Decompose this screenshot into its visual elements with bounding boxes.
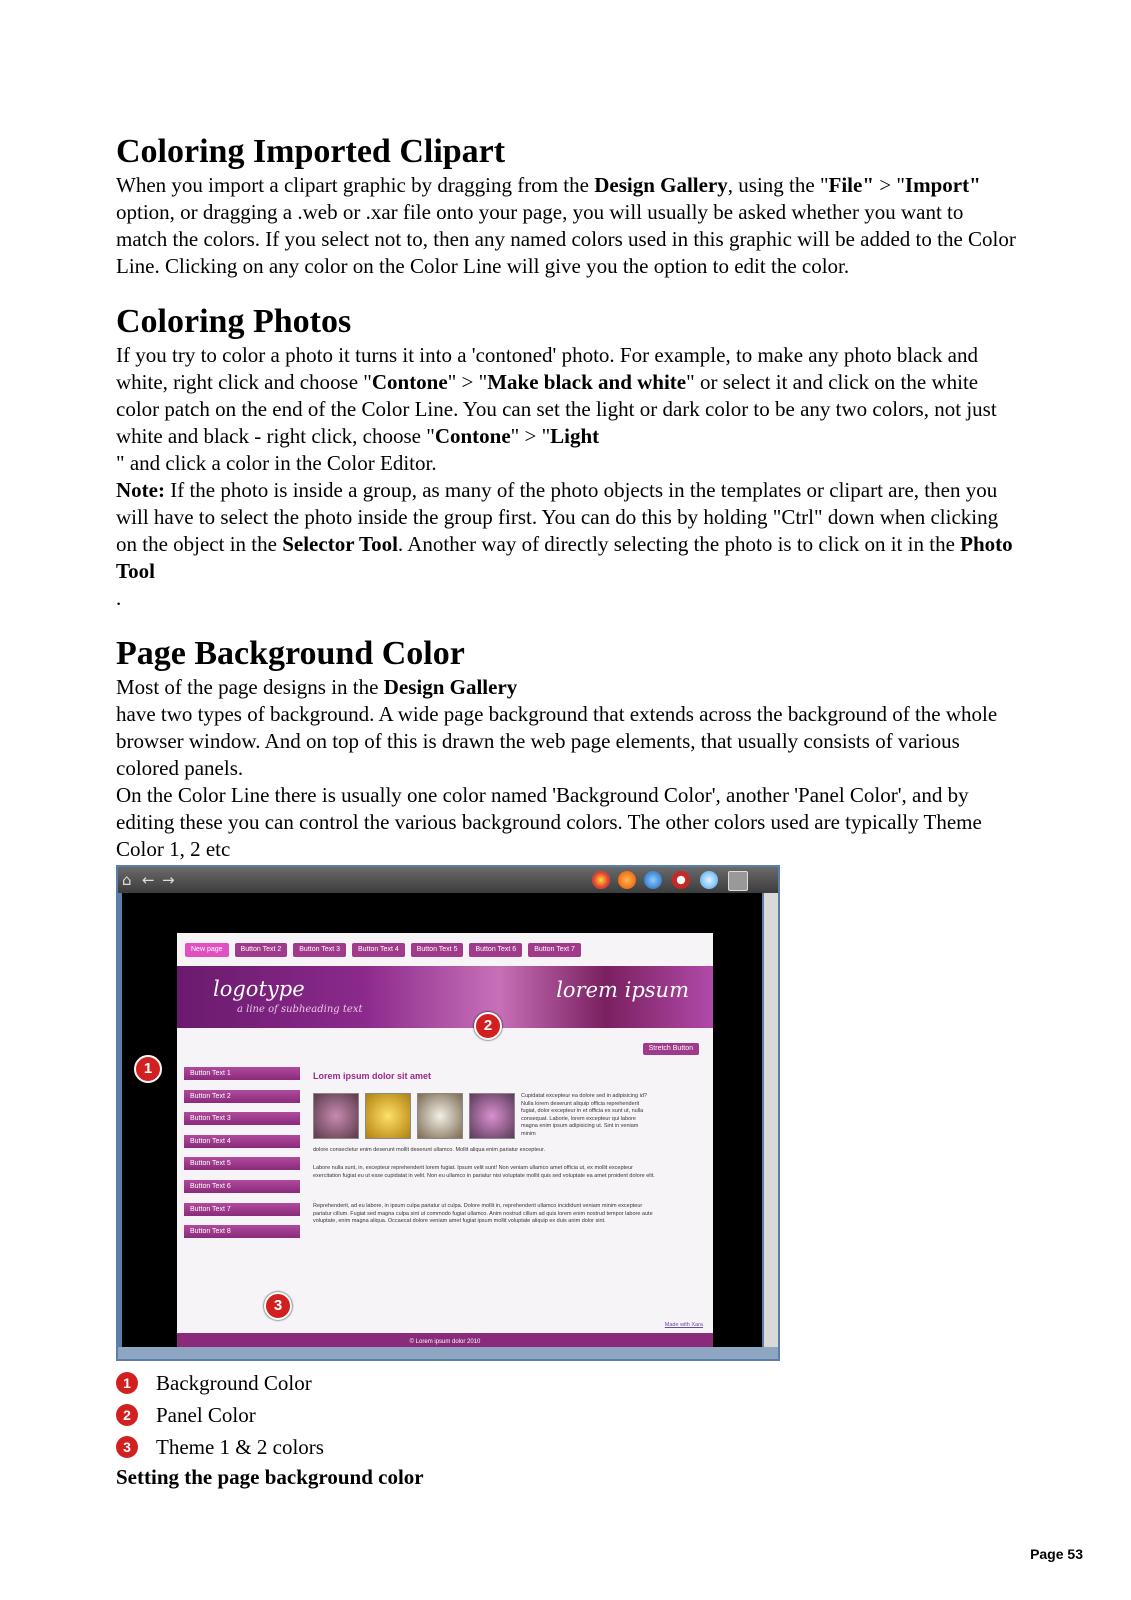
photos-paragraph-cont: " and click a color in the Color Editor. xyxy=(116,451,437,475)
site-link[interactable]: Made with Xara xyxy=(664,1321,703,1328)
panel-footer: © Lorem ipsum dolor 2010 xyxy=(177,1333,713,1351)
side-nav xyxy=(184,1067,300,1248)
callout-badge-3: 3 xyxy=(264,1292,292,1320)
nav-tabs xyxy=(185,943,581,957)
legend-label: Background Color xyxy=(156,1370,312,1395)
note-dot: . xyxy=(116,586,122,610)
browser-statusbar xyxy=(118,1347,778,1359)
legend-item xyxy=(116,1367,1016,1399)
browser-screenshot-figure xyxy=(116,865,780,1361)
background-paragraph-2: have two types of background. A wide page background that extends across the background of the whole browser window. And on top of this is drawn the web page elements, that usually consists of various colored panels. xyxy=(116,702,998,780)
thumbnail-owl xyxy=(417,1093,463,1139)
ie-icon xyxy=(644,871,662,889)
legend-label: Theme 1 & 2 colors xyxy=(156,1434,324,1459)
side-button[interactable]: Button Text 5 xyxy=(184,1157,300,1170)
heading-page-background-color: Page Background Color xyxy=(116,635,465,672)
heading-coloring-photos: Coloring Photos xyxy=(116,303,352,340)
web-panel xyxy=(177,933,713,1351)
banner-title: lorem ipsum xyxy=(556,978,689,1002)
callout-badge-2: 2 xyxy=(474,1012,502,1040)
tab-button-7[interactable]: Button Text 7 xyxy=(528,943,581,957)
tab-button-5[interactable]: Button Text 5 xyxy=(411,943,464,957)
body-text-a2: dolore consectetur enim deserunt mollit deserunt ullamco. Mollit aliqua enim pariatur excepteur. xyxy=(313,1147,546,1153)
document-page xyxy=(116,132,1016,1490)
side-button[interactable]: Button Text 3 xyxy=(184,1112,300,1125)
callout-badge-1: 1 xyxy=(134,1055,162,1083)
page-background xyxy=(122,893,762,1347)
stretch-button[interactable]: Stretch Button xyxy=(643,1043,699,1055)
background-paragraph-3: On the Color Line there is usually one color named 'Background Color', another 'Panel Color', and by editing these you can control the various background colors. The other colors used are typically Theme Color 1, 2 etc xyxy=(116,783,982,861)
legend-item xyxy=(116,1399,1016,1431)
firefox-icon xyxy=(618,871,636,889)
tab-button-6[interactable]: Button Text 6 xyxy=(469,943,522,957)
figure-legend xyxy=(116,1367,1016,1463)
legend-badge: 3 xyxy=(116,1436,138,1458)
opera-icon xyxy=(672,871,690,889)
body-text-b: Labore nulla sunt, in, excepteur reprehenderit lorem fugiat. Ipsum velit sunt! Non veniam ullamco amet officia ut, ex mollit excepteur exercitation fugiat eu ut esse cupidatat in velit. Non eu ullamco in pariatur nisi voluptate mollit quis sed voluptate ea amet proident dolore elit. xyxy=(313,1165,655,1179)
side-button[interactable]: Button Text 4 xyxy=(184,1135,300,1148)
back-icon: ← xyxy=(142,871,155,889)
forward-icon: → xyxy=(162,871,175,889)
home-icon: ⌂ xyxy=(122,871,132,889)
chrome-icon xyxy=(592,871,610,889)
tab-new-page[interactable]: New page xyxy=(185,943,229,957)
legend-item xyxy=(116,1431,1016,1463)
clipart-paragraph: When you import a clipart graphic by dragging from the Design Gallery, using the "File" > "Import" option, or dragging a .web or .xar file onto your page, you will usually be asked whether you want to match the colors. If you select not to, then any named colors used in this graphic will be added to the Color Line. Clicking on any color on the Color Line will give you the option to edit the color. xyxy=(116,173,1016,278)
thumbnail-blossoms xyxy=(469,1093,515,1139)
side-button[interactable]: Button Text 7 xyxy=(184,1203,300,1216)
legend-label: Panel Color xyxy=(156,1402,256,1427)
photos-paragraph: If you try to color a photo it turns it into a 'contoned' photo. For example, to make any photo black and white, right click and choose "Contone" > "Make black and white" or select it and click on the white color patch on the end of the Color Line. You can set the light or dark color to be any two colors, not just white and black - right click, choose "Contone" > "Light xyxy=(116,343,997,448)
body-text-a: Cupidatat excepteur ea dolore sed in adipisicing id? Nulla lorem deserunt aliquip officia reprehenderit fugiat, dolor excepteur in et officia ex sunt ut, nulla consequat. Laborie, lorem excepteur qui labore magna enim ipsum adipisicing ut. Sint in veniam minim xyxy=(521,1093,647,1137)
background-paragraph-1: Most of the page designs in the Design Gallery xyxy=(116,675,518,699)
heading-coloring-imported-clipart: Coloring Imported Clipart xyxy=(116,133,506,170)
setting-background-heading: Setting the page background color xyxy=(116,1465,424,1489)
logotype: logotype xyxy=(213,977,305,1001)
side-button[interactable]: Button Text 2 xyxy=(184,1090,300,1103)
tab-button-2[interactable]: Button Text 2 xyxy=(235,943,288,957)
thumbnail-flowers xyxy=(313,1093,359,1139)
side-button[interactable]: Button Text 1 xyxy=(184,1067,300,1080)
content-title: Lorem ipsum dolor sit amet xyxy=(313,1071,432,1081)
page-number: Page 53 xyxy=(1030,1546,1083,1562)
legend-badge: 2 xyxy=(116,1404,138,1426)
safari-icon xyxy=(700,871,718,889)
legend-badge: 1 xyxy=(116,1372,138,1394)
photo-thumbnails xyxy=(313,1093,515,1139)
tab-button-3[interactable]: Button Text 3 xyxy=(293,943,346,957)
body-text-c: Reprehenderit, ad eu labore, in ipsum culpa pariatur ut culpa. Dolore mollit in, reprehenderit ullamco incididunt veniam minim excepteur pariatur cillum. Fugiat sed magna culpa sint ut commodo fugiat ullamco. Anim nostrud cillum ad quis lorem enim nostrud tempor labore aute voluptate, enim magna aliqua. Occaecat dolore veniam amet fugiat ipsum mollit voluptate aliquip ex duis anim dolor sint. xyxy=(313,1203,653,1224)
thumbnail-tulips xyxy=(365,1093,411,1139)
scrollbar[interactable] xyxy=(764,893,778,1347)
note-paragraph: Note: If the photo is inside a group, as many of the photo objects in the templates or clipart are, then you will have to select the photo inside the group first. You can do this by holding "Ctrl" down when clicking on the object in the Selector Tool. Another way of directly selecting the photo is to click on it in the Photo Tool xyxy=(116,478,1013,583)
tab-button-4[interactable]: Button Text 4 xyxy=(352,943,405,957)
side-button[interactable]: Button Text 8 xyxy=(184,1225,300,1238)
browser-toolbar xyxy=(118,867,778,893)
side-button[interactable]: Button Text 6 xyxy=(184,1180,300,1193)
subheading: a line of subheading text xyxy=(237,1004,363,1015)
window-icon xyxy=(728,871,748,891)
